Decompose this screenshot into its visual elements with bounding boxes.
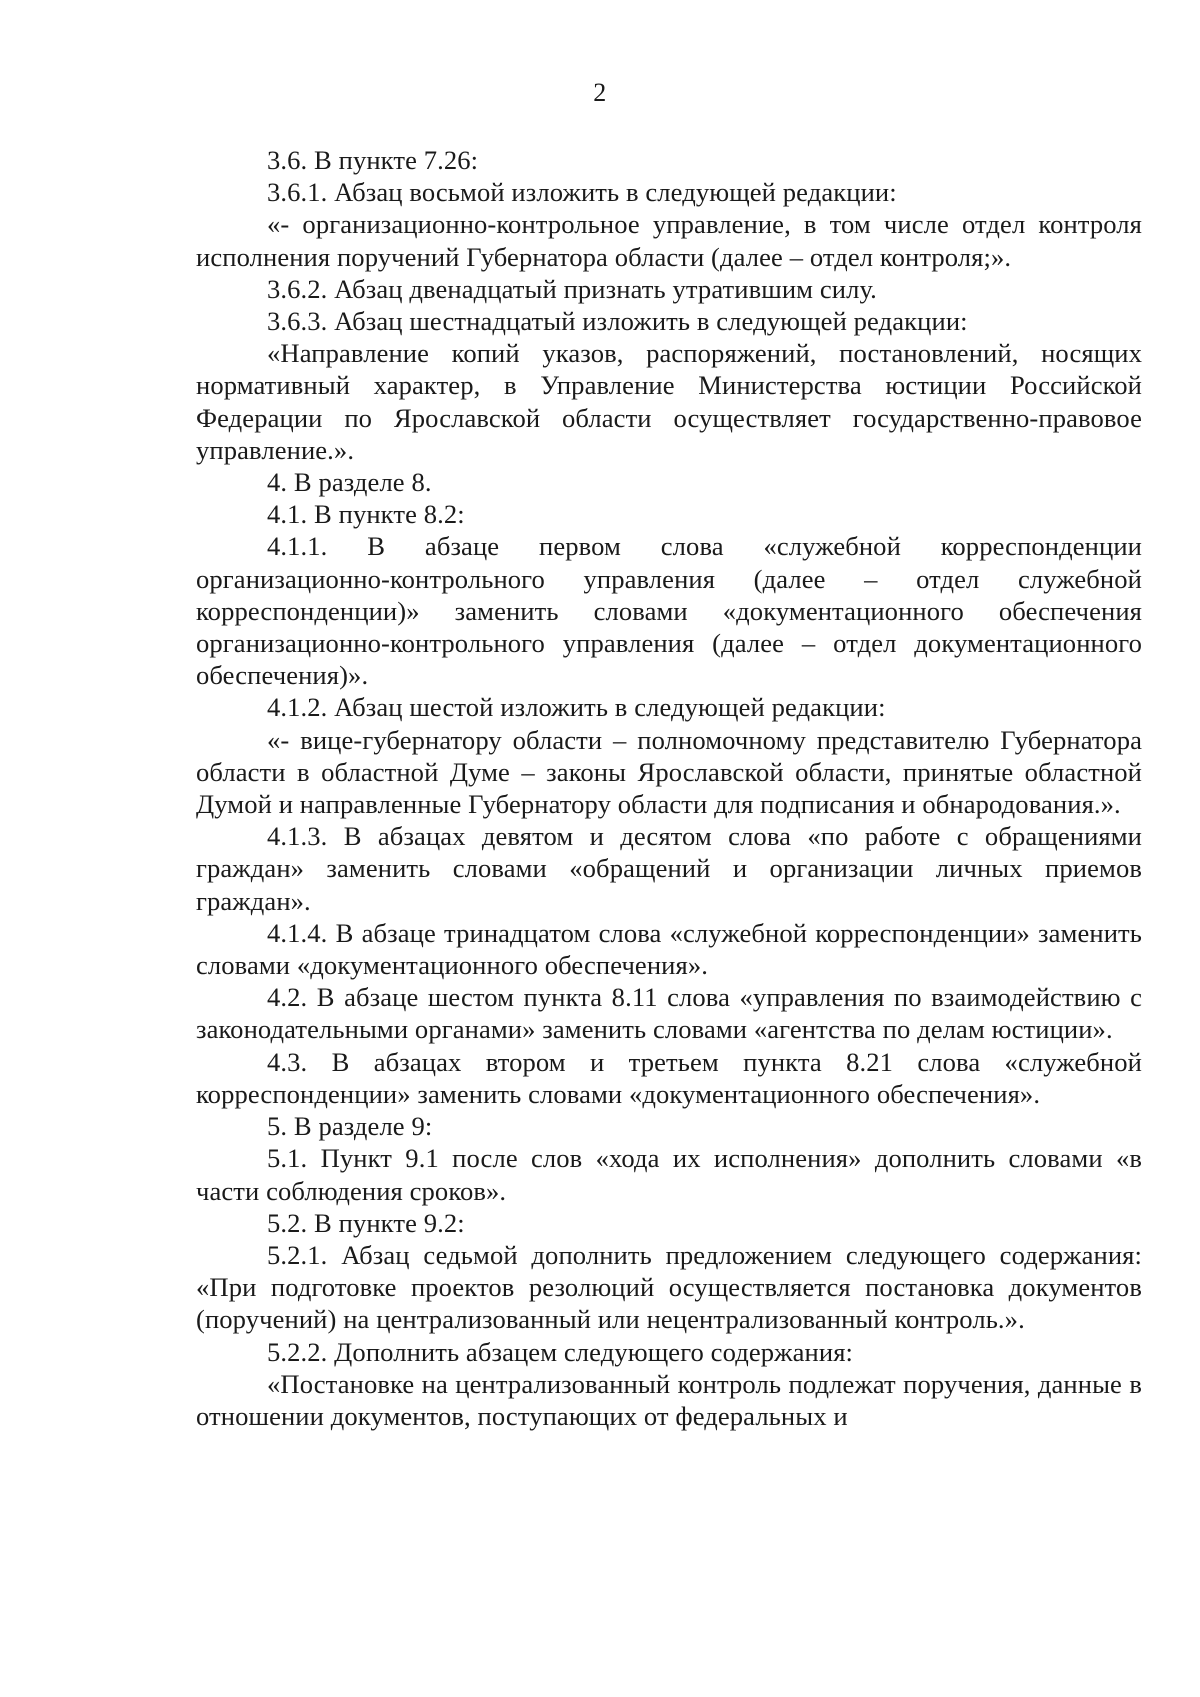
paragraph: 3.6. В пункте 7.26: xyxy=(267,145,479,175)
paragraph: 4.1.4. В абзаце тринадцатом слова «служебной корреспонденции» заменить словами «документационного обеспечения». xyxy=(196,917,1142,981)
paragraph: 4. В разделе 8. xyxy=(267,467,432,498)
paragraph: 5. В разделе 9: xyxy=(267,1111,433,1142)
paragraph: 4.1.2. Абзац шестой изложить в следующей редакции: xyxy=(267,692,886,723)
paragraph: 4.1.3. В абзацах девятом и десятом слова «по работе с обращениями граждан» заменить словами «обращений и организации личных приемов граждан». xyxy=(196,821,1142,916)
paragraph: «Направление копий указов, распоряжений, постановлений, носящих нормативный характер, в Управление Министерства юстиции Российской Федерации по Ярославской области осуществляет государственно-правовое управление.». xyxy=(196,338,1142,465)
page-number: 2 xyxy=(593,78,607,107)
paragraph: 5.1. Пункт 9.1 после слов «хода их исполнения» дополнить словами «в части соблюдения сроков». xyxy=(196,1143,1142,1206)
paragraph: 4.3. В абзацах втором и третьем пункта 8.21 слова «служебной корреспонденции» заменить словами «документационного обеспечения». xyxy=(196,1046,1142,1109)
paragraph: «Постановке на централизованный контроль подлежат поручения, данные в отношении документов, поступающих от федеральных и xyxy=(196,1368,1142,1431)
paragraph: «- организационно-контрольное управление, в том числе отдел контроля исполнения поручений Губернатора области (далее – отдел контроля;». xyxy=(196,209,1142,272)
paragraph: «- вице-губернатору области – полномочному представителю Губернатора области в областной Думе – законы Ярославской области, принятые областной Думой и направленные Губернатору области для подписания и обнародования.». xyxy=(196,724,1142,820)
paragraph: 5.2.1. Абзац седьмой дополнить предложением следующего содержания: «При подготовке проектов резолюций осуществляется постановка документов (поручений) на централизованный или нецентрализованный контроль.». xyxy=(196,1239,1142,1335)
paragraph: 4.1.1. В абзаце первом слова «служебной корреспонденции организационно-контрольного управления (далее – отдел служебной корреспонденции)» заменить словами «документационного обеспечения организационно-контрольного управления (далее – отдел документационного обеспечения)». xyxy=(196,531,1142,691)
paragraph: 4.2. В абзаце шестом пункта 8.11 слова «управления по взаимодействию с законодательными органами» заменить словами «агентства по делам юстиции». xyxy=(196,982,1142,1045)
paragraph: 5.2. В пункте 9.2: xyxy=(267,1207,465,1238)
paragraph: 3.6.3. Абзац шестнадцатый изложить в следующей редакции: xyxy=(267,306,968,337)
paragraph: 4.1. В пункте 8.2: xyxy=(267,499,465,530)
paragraph: 3.6.1. Абзац восьмой изложить в следующей редакции: xyxy=(267,177,897,208)
document-body xyxy=(196,144,1142,1432)
paragraph: 3.6.2. Абзац двенадцатый признать утратившим силу. xyxy=(267,273,877,304)
paragraph: 5.2.2. Дополнить абзацем следующего содержания: xyxy=(267,1336,854,1367)
